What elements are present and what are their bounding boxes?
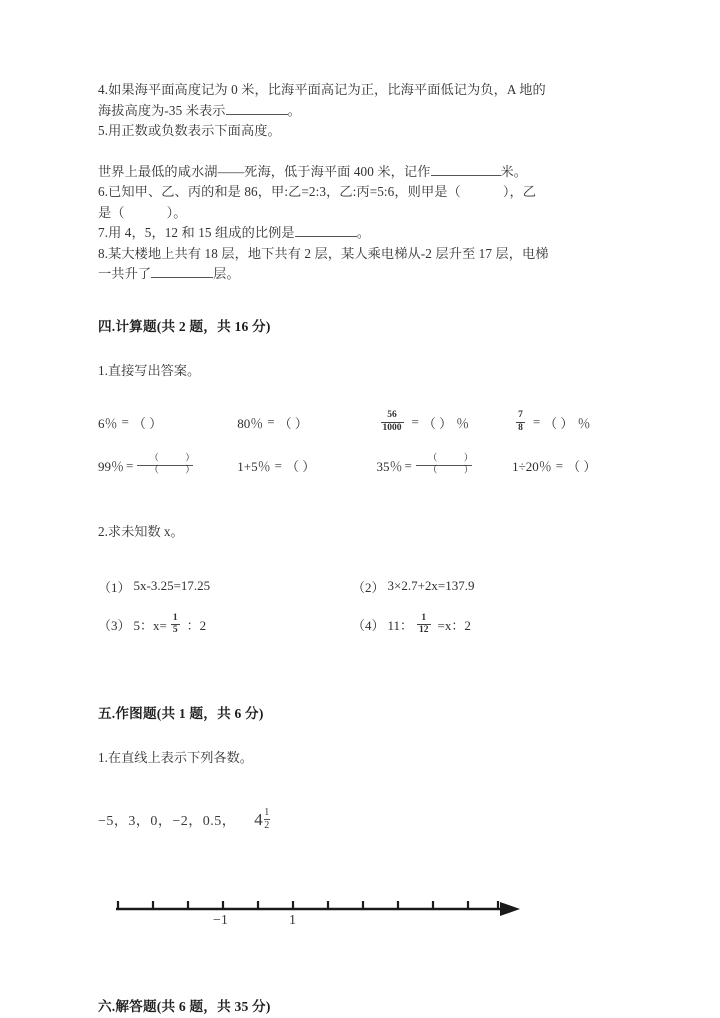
- spacer: [98, 142, 622, 162]
- fraction-56-over-1000: [381, 411, 404, 433]
- math-item-1-div-20-percent: [512, 456, 622, 475]
- math-item-1-plus-5-percent: [237, 456, 376, 475]
- equation-1-label: （1）: [98, 579, 131, 595]
- equation-1: [98, 577, 352, 596]
- spacer: [98, 722, 622, 748]
- question-5-body-after: 米。: [500, 163, 528, 179]
- question-7-answer-blank[interactable]: [295, 236, 357, 237]
- math-item-56-1000-eq: =: [411, 414, 419, 429]
- question-5-answer-blank[interactable]: [431, 175, 501, 176]
- spacer: [98, 543, 622, 577]
- number-line-arrow-icon: [500, 902, 520, 916]
- fraction-1-over-12: [417, 614, 431, 636]
- question-6-line-1-after: ），乙: [502, 184, 537, 199]
- fraction-1-over-5: [171, 614, 180, 636]
- number-line-diagram: [108, 887, 528, 943]
- equation-4: [352, 614, 471, 636]
- math-item-56-1000-suffix: ％: [456, 415, 470, 431]
- spacer: [98, 381, 622, 411]
- percent-conversion-row-2: [98, 455, 622, 476]
- spacer: [98, 596, 622, 614]
- math-item-7-8-eq: =: [532, 414, 541, 429]
- question-5-prompt: 5.用正数或负数表示下面高度。: [98, 123, 281, 138]
- fraction-denominator: 8: [518, 422, 523, 433]
- math-item-1-plus-5-percent-left: 1+5％: [237, 459, 271, 474]
- fraction-denominator: 1000: [382, 422, 402, 433]
- question-4: [98, 80, 622, 121]
- page-content: [98, 80, 622, 1015]
- question-4-answer-blank[interactable]: [226, 114, 288, 115]
- spacer: [98, 335, 622, 361]
- question-4-line-2-text: 海拔高度为-35 米表示: [98, 102, 226, 118]
- equation-row-1: [98, 577, 622, 596]
- math-item-6-percent: [98, 413, 237, 432]
- equation-3-prefix: 5：x=: [133, 618, 167, 633]
- question-6-line-2-after: ）。: [166, 204, 187, 220]
- number-line-svg: [108, 887, 528, 943]
- fraction-numerator: 7: [518, 410, 523, 420]
- question-8: [98, 244, 622, 285]
- answer-denominator-parens[interactable]: （ ）: [137, 465, 193, 477]
- question-7-before: 7.用 4，5，12 和 15 组成的比例是: [98, 225, 295, 240]
- question-6-line-1: [98, 182, 622, 203]
- fraction-denominator: 2: [264, 820, 270, 831]
- question-5-body-before: 世界上最低的咸水湖——死海，低于海平面 400 米，记作: [98, 163, 431, 179]
- math-item-56-1000: [377, 411, 513, 433]
- question-6-line-1-before: 6.已知甲、乙、丙的和是 86，甲:乙=2:3，乙:丙=5:6，则甲是（: [98, 184, 461, 199]
- section-five-heading: 五.作图题(共 1 题，共 6 分): [98, 705, 264, 721]
- mixed-whole-part: 4: [254, 809, 264, 829]
- fraction-denominator: 12: [419, 625, 429, 635]
- percent-conversion-row-1: [98, 411, 622, 433]
- math-item-7-8-answer[interactable]: （ ）: [544, 415, 574, 431]
- equation-2-label: （2）: [352, 579, 385, 595]
- section-four-q1-prompt: 1.直接写出答案。: [98, 362, 201, 378]
- math-item-80-percent-left: 80％: [237, 415, 264, 431]
- question-8-answer-blank[interactable]: [151, 277, 213, 278]
- math-item-7-8: [512, 411, 622, 433]
- math-item-80-percent-eq: =: [267, 414, 275, 429]
- math-item-6-percent-left: 6％: [98, 415, 118, 431]
- spacer: [98, 636, 622, 676]
- question-8-line-2: [98, 264, 622, 285]
- number-line-label-one: 1: [289, 913, 296, 928]
- equation-4-label: （4）: [352, 618, 385, 633]
- answer-numerator-parens[interactable]: （ ）: [149, 454, 207, 464]
- math-item-35-percent-left: 35％: [376, 459, 403, 474]
- math-item-99-percent-left: 99％: [98, 459, 125, 474]
- question-8-line-2-before: 一共升了: [98, 266, 152, 281]
- spacer: [98, 831, 622, 871]
- math-item-1-div-20-percent-answer[interactable]: （ ）: [567, 459, 597, 474]
- math-item-6-percent-answer[interactable]: （ ）: [132, 415, 163, 431]
- number-list-values: −5，3，0，−2，0.5，: [98, 813, 237, 829]
- section-four-q2-prompt: 2.求未知数 x。: [98, 524, 184, 539]
- math-item-1-plus-5-percent-answer[interactable]: （ ）: [285, 459, 316, 474]
- equation-row-2: [98, 614, 622, 636]
- math-item-7-8-suffix: ％: [577, 415, 591, 431]
- equation-1-text: 5x-3.25=17.25: [133, 578, 211, 593]
- equation-3-suffix: ：2: [186, 618, 207, 633]
- math-item-56-1000-answer[interactable]: （ ）: [422, 415, 453, 431]
- spacer: [98, 676, 622, 702]
- section-six-heading: 六.解答题(共 6 题，共 35 分): [98, 999, 271, 1014]
- mixed-fraction-part: [264, 808, 270, 831]
- math-item-1-div-20-percent-left: 1÷20％: [512, 459, 552, 474]
- spacer: [98, 433, 622, 455]
- mixed-number-4-and-half: [254, 808, 270, 831]
- math-item-99-percent-eq: =: [126, 457, 134, 473]
- answer-numerator-parens[interactable]: （ ）: [427, 454, 486, 464]
- equation-3-label: （3）: [98, 618, 131, 633]
- math-item-6-percent-eq: =: [121, 414, 129, 429]
- fraction-7-over-8: [516, 411, 525, 433]
- section-five-q1-prompt: 1.在直线上表示下列各数。: [98, 749, 253, 765]
- section-four-heading: 四.计算题(共 2 题，共 16 分): [98, 318, 271, 334]
- question-8-line-2-after: 层。: [213, 266, 240, 281]
- fraction-numerator: 56: [387, 410, 397, 420]
- number-list: [98, 808, 622, 831]
- equation-2-text: 3×2.7+2x=137.9: [387, 578, 475, 593]
- question-6: [98, 182, 622, 223]
- fraction-denominator: 5: [172, 625, 178, 635]
- equation-3: [98, 614, 352, 636]
- question-7-after: 。: [356, 225, 371, 240]
- spacer: [98, 768, 622, 808]
- spacer: [98, 871, 622, 887]
- fraction-numerator: 1: [421, 612, 427, 623]
- math-item-1-plus-5-percent-eq: =: [274, 457, 282, 473]
- question-8-line-1: 8.某大楼地上共有 18 层，地下共有 2 层，某人乘电梯从-2 层升至 17 层，电梯: [98, 245, 549, 261]
- question-7: [98, 223, 622, 244]
- spacer: [98, 476, 622, 522]
- math-item-35-percent-eq: =: [404, 457, 412, 473]
- fraction-numerator: 1: [172, 612, 178, 623]
- math-item-80-percent: [237, 413, 376, 432]
- equation-4-prefix: 11：: [387, 618, 414, 633]
- fraction-numerator: 1: [264, 807, 270, 818]
- question-6-line-2-before: 是（: [98, 204, 125, 220]
- math-item-35-percent-answer-fraction[interactable]: [416, 454, 486, 476]
- number-line-label-negative-one: −1: [213, 913, 228, 928]
- math-item-99-percent-answer-fraction[interactable]: [137, 454, 207, 476]
- question-5-body: [98, 162, 622, 183]
- spacer: [98, 943, 622, 983]
- equation-4-suffix: =x：2: [437, 618, 471, 633]
- answer-denominator-parens[interactable]: （ ）: [416, 465, 472, 477]
- spacer: [98, 983, 622, 995]
- math-item-80-percent-answer[interactable]: （ ）: [278, 415, 308, 431]
- question-6-line-2: [98, 203, 622, 224]
- question-4-line-1: 4.如果海平面高度记为 0 米，比海平面高记为正，比海平面低记为负，A 地的: [98, 82, 546, 97]
- equation-2: [352, 577, 475, 596]
- spacer: [98, 285, 622, 315]
- math-item-35-percent: [377, 455, 513, 476]
- question-4-line-2: [98, 101, 622, 122]
- math-item-1-div-20-percent-eq: =: [555, 457, 564, 473]
- math-item-99-percent: [98, 455, 237, 476]
- question-4-line-2-tail: 。: [287, 102, 301, 118]
